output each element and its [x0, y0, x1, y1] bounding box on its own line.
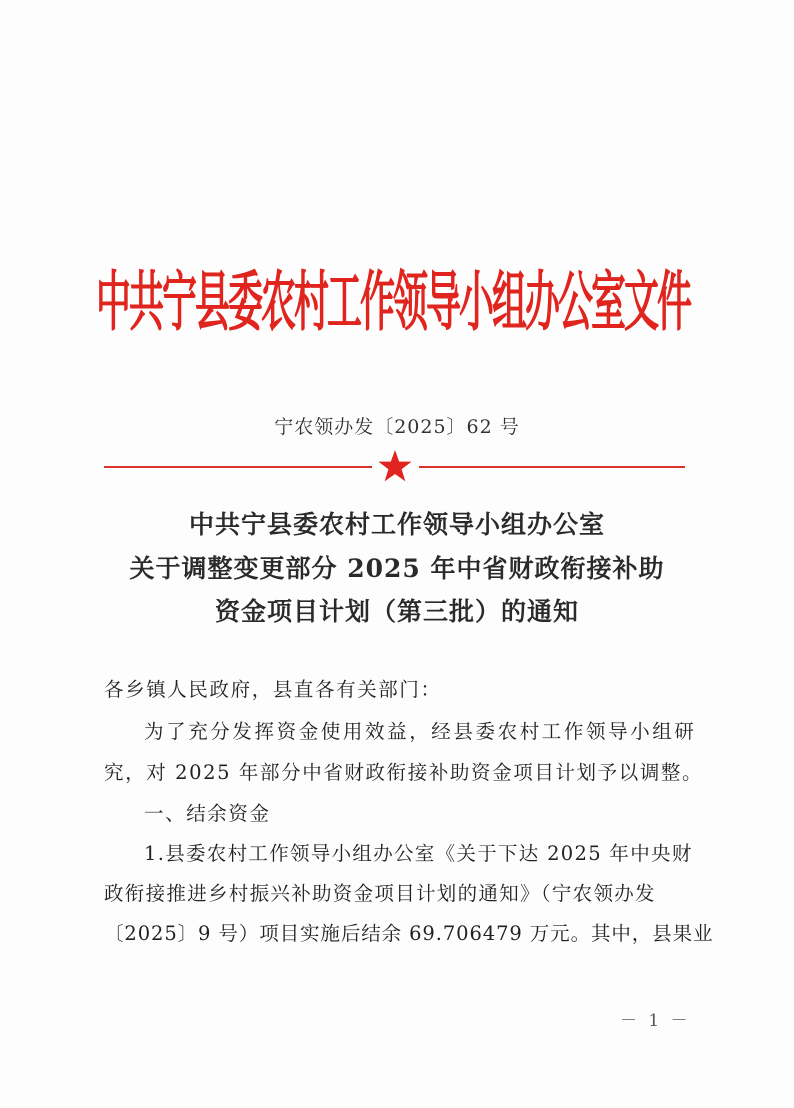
- page-number: － 1 －: [620, 1011, 691, 1031]
- body-paragraph-1-line-1: 为了充分发挥资金使用效益，经县委农村工作领导小组研: [144, 720, 697, 743]
- notice-title-line-2: 关于调整变更部分 2025 年中省财政衔接补助: [129, 554, 665, 583]
- document-number: 宁农领办发〔2025〕62 号: [274, 416, 520, 438]
- issuer-header: 中共宁县委农村工作领导小组办公室文件: [96, 264, 690, 340]
- body-paragraph-2-line-3: 〔2025〕9 号）项目实施后结余 69.706479 万元。其中，县果业: [104, 922, 714, 945]
- salutation: 各乡镇人民政府，县直各有关部门：: [104, 678, 442, 701]
- notice-title-line-1: 中共宁县委农村工作领导小组办公室: [188, 510, 605, 539]
- red-star-icon: [377, 449, 413, 483]
- body-paragraph-2-line-2: 政衔接推进乡村振兴补助资金项目计划的通知》（宁农领办发: [104, 882, 656, 905]
- section-heading-1: 一、结余资金: [144, 802, 271, 825]
- body-paragraph-2-line-1: 1.县委农村工作领导小组办公室《关于下达 2025 年中央财: [144, 842, 693, 865]
- body-paragraph-1-line-2: 究，对 2025 年部分中省财政衔接补助资金项目计划予以调整。: [104, 761, 704, 784]
- red-rule-right: [419, 466, 685, 468]
- red-rule-left: [104, 466, 372, 468]
- notice-title-line-3: 资金项目计划（第三批）的通知: [214, 597, 579, 626]
